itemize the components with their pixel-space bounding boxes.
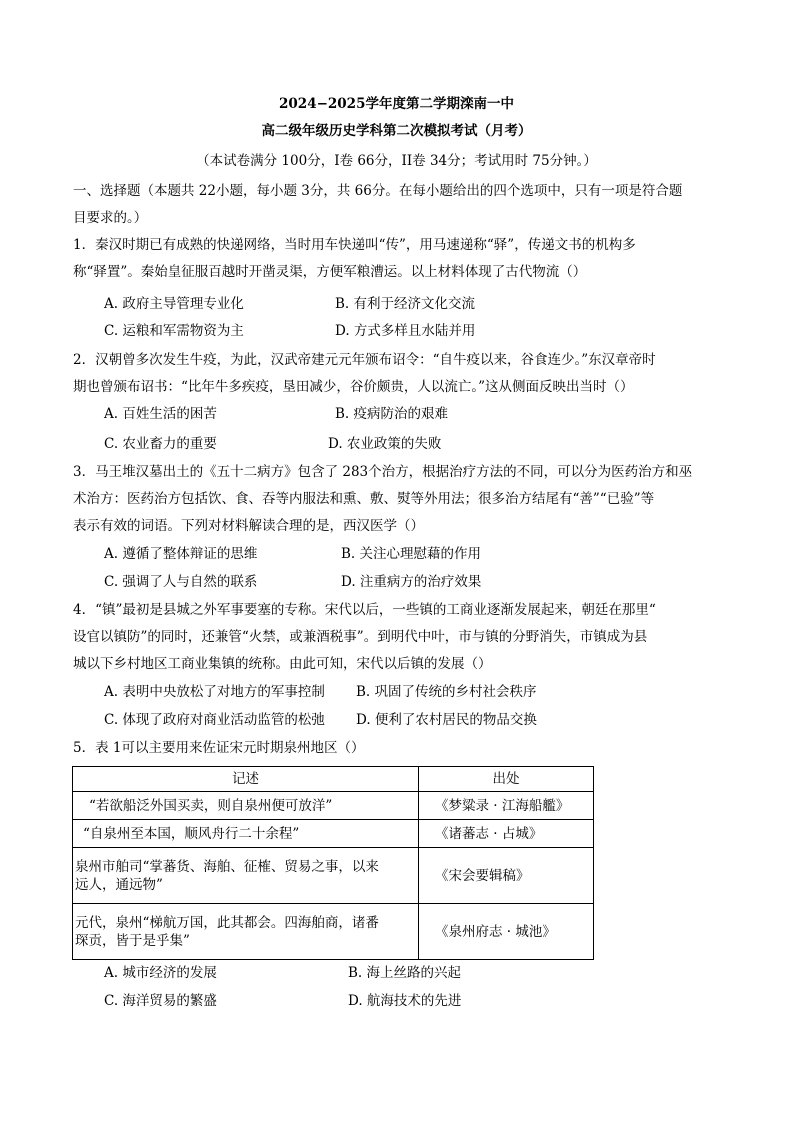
table-cell-source: 《宋会要辑稿》 xyxy=(419,848,594,904)
section-instruction-cont: 目要求的。） xyxy=(73,210,148,226)
question-5-stem: 5．表 1可以主要用来佐证宋元时期泉州地区（） xyxy=(73,740,365,756)
question-3-stem: 表示有效的词语。下列对材料解读合理的是，西汉医学（） xyxy=(73,518,424,534)
question-3-stem: 3．马王堆汉墓出土的《五十二病方》包含了 283个治方，根据治疗方法的不同，可以分为医药治方和巫 xyxy=(73,464,693,480)
question-2-option-c: C. 农业畜力的重要 xyxy=(104,436,217,452)
table-row xyxy=(73,904,594,960)
section-instruction: 一、选择题（本题共 22小题，每小题 3分，共 66分。在每小题给出的四个选项中，只有一项是符合题 xyxy=(73,183,683,199)
question-3-option-a: A. 遵循了整体辩证的思维 xyxy=(104,546,258,562)
table-cell-record: “自泉州至本国，顺风舟行二十余程” xyxy=(73,820,419,848)
question-4-option-b: B. 巩固了传统的乡村社会秩序 xyxy=(356,684,537,700)
question-2-option-a: A. 百姓生活的困苦 xyxy=(104,406,217,422)
question-5-option-c: C. 海洋贸易的繁盛 xyxy=(104,993,217,1009)
exam-note: （本试卷满分 100分，I卷 66分，II卷 34分；考试用时 75分钟。） xyxy=(196,153,597,169)
table-row xyxy=(73,848,594,904)
question-5-option-d: D. 航海技术的先进 xyxy=(348,993,462,1009)
question-3-option-b: B. 关注心理慰藉的作用 xyxy=(341,546,482,562)
table-header-cell: 出处 xyxy=(419,767,594,792)
exam-school-title: 2024−2025学年度第二学期滦南一中 xyxy=(279,96,514,112)
table-cell-source: 《泉州府志 · 城池》 xyxy=(419,904,594,960)
question-5-option-b: B. 海上丝路的兴起 xyxy=(348,965,462,981)
question-4-option-a: A. 表明中央放松了对地方的军事控制 xyxy=(104,684,325,700)
question-4-option-c: C. 体现了政府对商业活动监管的松弛 xyxy=(104,712,325,728)
table-row xyxy=(73,820,594,848)
question-4-stem: 城以下乡村地区工商业集镇的统称。由此可知，宋代以后镇的发展（） xyxy=(73,656,492,672)
table-cell-record: “若欲船泛外国买卖，则自泉州便可放洋” xyxy=(73,792,419,820)
question-2-stem: 期也曾颁布诏书：“比年牛多疾疫，垦田减少，谷价颇贵，人以流亡。”这从侧面反映出当时（） xyxy=(73,379,634,395)
table-cell-source: 《梦粱录 · 江海船艦》 xyxy=(419,792,594,820)
question-4-stem: 4．“镇”最初是县城之外军事要塞的专称。宋代以后，一些镇的工商业逐渐发展起来，朝廷在那里“ xyxy=(73,602,656,618)
question-2-option-d: D. 农业政策的失败 xyxy=(328,436,442,452)
source-table xyxy=(72,766,594,960)
question-1-option-a: A. 政府主导管理专业化 xyxy=(104,296,244,312)
table-cell-source: 《诸蕃志 · 占城》 xyxy=(419,820,594,848)
exam-title: 高二级年级历史学科第二次模拟考试（月考） xyxy=(261,123,532,139)
table-cell-record: 元代，泉州“梯航万国，此其都会。四海舶商，诸番 琛贡，皆于是乎集” xyxy=(73,904,419,960)
question-1-stem: 称“驿置”。秦始皇征服百越时开凿灵渠，方便军粮漕运。以上材料体现了古代物流（） xyxy=(73,264,587,280)
table-header-row xyxy=(73,767,594,792)
question-3-option-c: C. 强调了人与自然的联系 xyxy=(104,574,258,590)
question-1-option-c: C. 运粮和军需物资为主 xyxy=(104,323,244,339)
question-2-stem: 2．汉朝曾多次发生牛疫，为此，汉武帝建元元年颁布诏令：“自牛疫以来，谷食连少。”东汉章帝时 xyxy=(73,352,656,368)
question-4-stem: 设官以镇防”的同时，还兼管“火禁，或兼酒税事”。到明代中叶，市与镇的分野消失，市镇成为县 xyxy=(73,629,648,645)
table-row xyxy=(73,792,594,820)
question-1-stem: 1．秦汉时期已有成熟的快递网络，当时用车快递叫“传”，用马速递称“驿”，传递文书的机构多 xyxy=(73,237,636,253)
question-3-stem: 术治方：医药治方包括饮、食、吞等内服法和熏、敷、熨等外用法；很多治方结尾有“善”“已验”等 xyxy=(73,491,655,507)
question-2-option-b: B. 疫病防治的艰难 xyxy=(335,406,449,422)
table-cell-record: 泉州市舶司“掌蕃货、海舶、征榷、贸易之事，以来 远人，通远物” xyxy=(73,848,419,904)
question-1-option-b: B. 有利于经济文化交流 xyxy=(335,296,476,312)
question-3-option-d: D. 注重病方的治疗效果 xyxy=(341,574,482,590)
question-4-option-d: D. 便利了农村居民的物品交换 xyxy=(356,712,537,728)
question-5-option-a: A. 城市经济的发展 xyxy=(104,965,217,981)
question-1-option-d: D. 方式多样且水陆并用 xyxy=(335,323,476,339)
table-header-cell: 记述 xyxy=(73,767,419,792)
